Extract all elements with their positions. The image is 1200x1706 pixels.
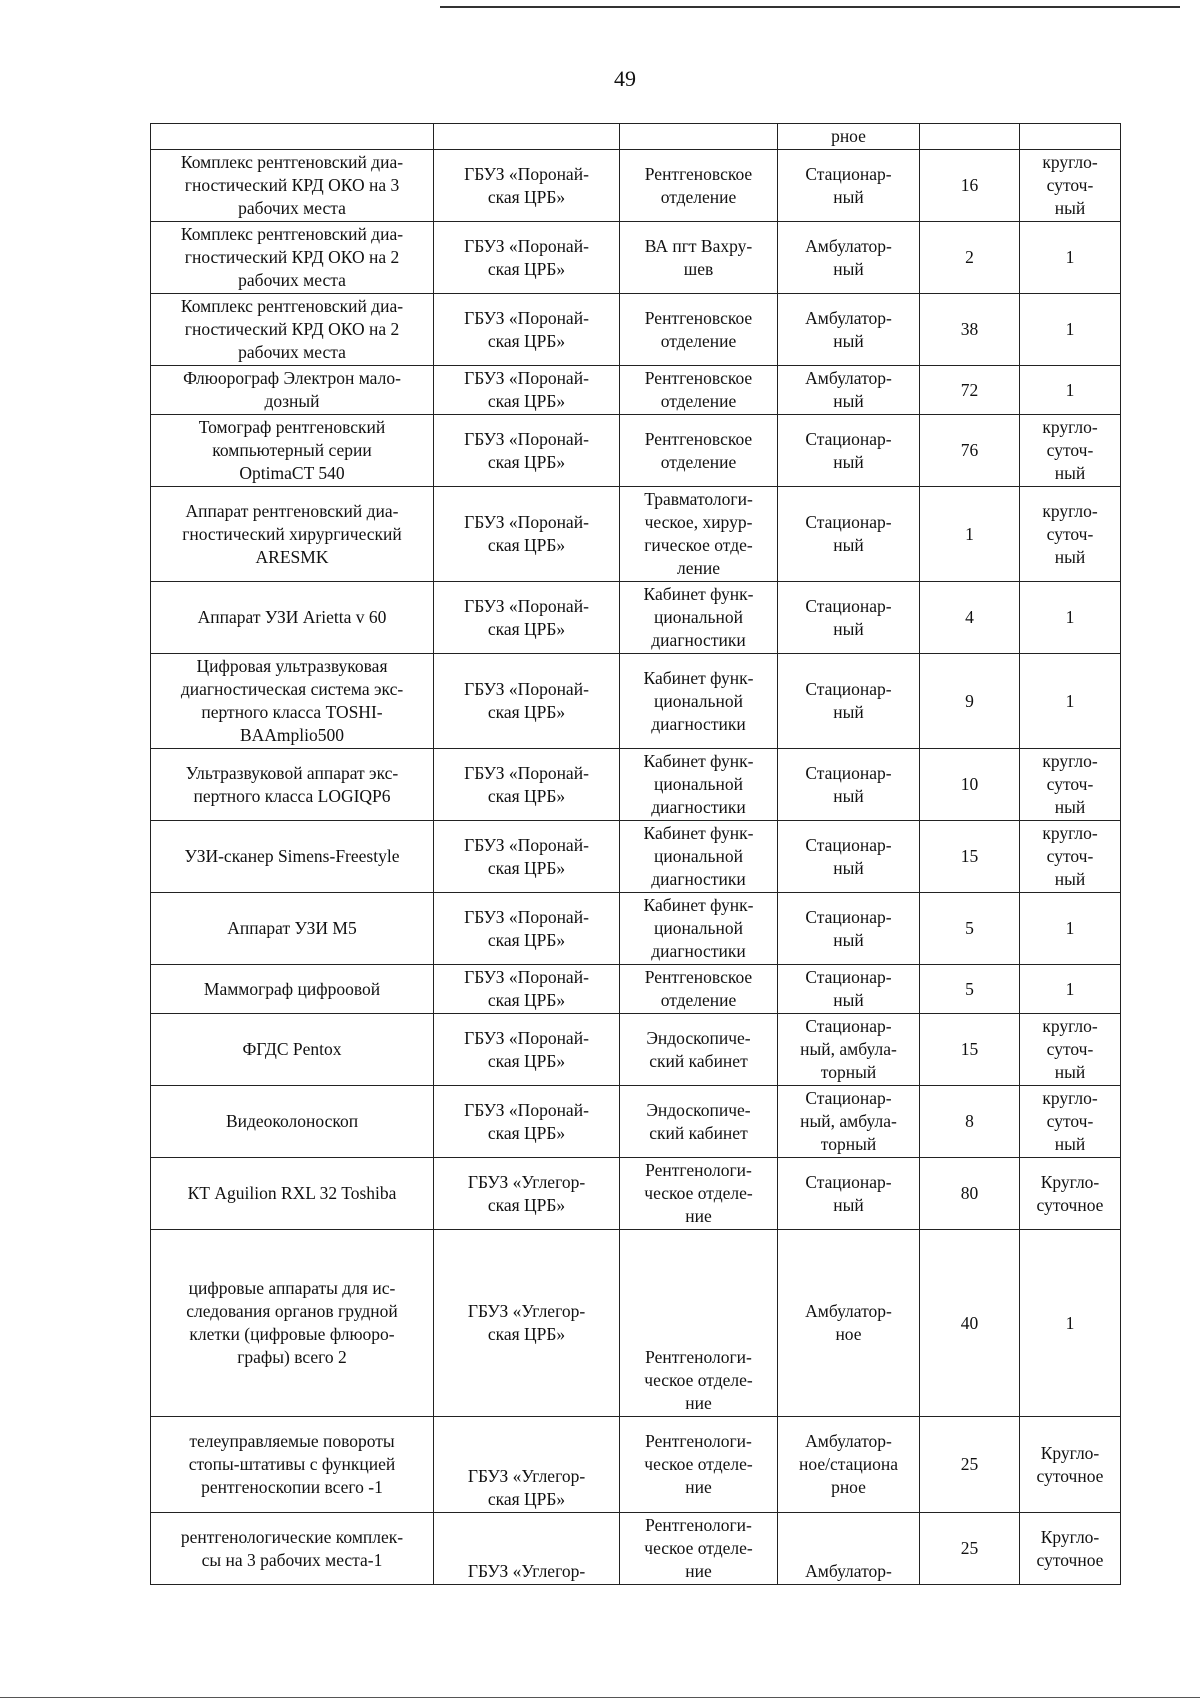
cell-mode: Стационар- ный: [778, 150, 920, 222]
cell-count: 1: [920, 487, 1020, 582]
table-row: [151, 893, 1121, 965]
table-row: [151, 366, 1121, 415]
cell-equipment: рентгенологические комплек- сы на 3 рабочих места-1: [151, 1513, 434, 1585]
cell-mode: Стационар- ный, амбула- торный: [778, 1086, 920, 1158]
cell-department: Рентгенологи- ческое отделе- ние: [620, 1158, 778, 1230]
cell-department: [620, 124, 778, 150]
cell-count: 8: [920, 1086, 1020, 1158]
cell-organization: ГБУЗ «Поронай- ская ЦРБ»: [434, 415, 620, 487]
cell-count: 10: [920, 749, 1020, 821]
cell-equipment: [151, 124, 434, 150]
cell-equipment: Ультразвуковой аппарат экс- пертного класса LOGIQP6: [151, 749, 434, 821]
cell-organization: ГБУЗ «Поронай- ская ЦРБ»: [434, 893, 620, 965]
table-row: [151, 294, 1121, 366]
table-row: [151, 124, 1121, 150]
cell-schedule: кругло- суточ- ный: [1020, 1086, 1121, 1158]
cell-mode: Амбулатор-: [778, 1513, 920, 1585]
cell-organization: ГБУЗ «Поронай- ская ЦРБ»: [434, 222, 620, 294]
cell-schedule: Кругло- суточное: [1020, 1417, 1121, 1513]
table-row: [151, 654, 1121, 749]
cell-organization: ГБУЗ «Поронай- ская ЦРБ»: [434, 965, 620, 1014]
page-number: 49: [614, 66, 636, 91]
table-row: [151, 150, 1121, 222]
cell-equipment: Комплекс рентгеновский диа- гностический КРД ОКО на 2 рабочих места: [151, 222, 434, 294]
cell-organization: ГБУЗ «Поронай- ская ЦРБ»: [434, 582, 620, 654]
cell-schedule: 1: [1020, 654, 1121, 749]
cell-count: 15: [920, 821, 1020, 893]
cell-department: Кабинет функ- циональной диагностики: [620, 654, 778, 749]
cell-mode: Стационар- ный, амбула- торный: [778, 1014, 920, 1086]
cell-organization: ГБУЗ «Поронай- ская ЦРБ»: [434, 749, 620, 821]
cell-mode: Амбулатор- ный: [778, 294, 920, 366]
cell-organization: [434, 124, 620, 150]
cell-equipment: Видеоколоноскоп: [151, 1086, 434, 1158]
cell-organization: ГБУЗ «Поронай- ская ЦРБ»: [434, 654, 620, 749]
cell-organization: ГБУЗ «Поронай- ская ЦРБ»: [434, 821, 620, 893]
cell-schedule: 1: [1020, 366, 1121, 415]
cell-count: 76: [920, 415, 1020, 487]
cell-mode: Стационар- ный: [778, 965, 920, 1014]
cell-organization: ГБУЗ «Поронай- ская ЦРБ»: [434, 366, 620, 415]
cell-organization: ГБУЗ «Углегор-: [434, 1513, 620, 1585]
cell-department: Рентгеновское отделение: [620, 366, 778, 415]
cell-schedule: [1020, 124, 1121, 150]
table-row: [151, 1230, 1121, 1417]
cell-equipment: цифровые аппараты для ис- следования органов грудной клетки (цифровые флюоро- графы) всего 2: [151, 1230, 434, 1417]
cell-schedule: кругло- суточ- ный: [1020, 415, 1121, 487]
cell-mode: Амбулатор- ный: [778, 366, 920, 415]
cell-department: Рентгенологи- ческое отделе- ние: [620, 1417, 778, 1513]
cell-schedule: 1: [1020, 893, 1121, 965]
table-row: [151, 749, 1121, 821]
cell-department: Травматологи- ческое, хирур- гическое отде- ление: [620, 487, 778, 582]
cell-organization: ГБУЗ «Поронай- ская ЦРБ»: [434, 1014, 620, 1086]
cell-schedule: кругло- суточ- ный: [1020, 150, 1121, 222]
cell-schedule: кругло- суточ- ный: [1020, 1014, 1121, 1086]
cell-count: 38: [920, 294, 1020, 366]
cell-schedule: 1: [1020, 294, 1121, 366]
cell-equipment: Комплекс рентгеновский диа- гностический КРД ОКО на 2 рабочих места: [151, 294, 434, 366]
cell-mode: Стационар- ный: [778, 893, 920, 965]
cell-equipment: Маммограф цифроовой: [151, 965, 434, 1014]
table-row: [151, 222, 1121, 294]
cell-count: 9: [920, 654, 1020, 749]
cell-mode: рное: [778, 124, 920, 150]
cell-organization: ГБУЗ «Поронай- ская ЦРБ»: [434, 487, 620, 582]
table-row: [151, 1086, 1121, 1158]
cell-mode: Амбулатор- ный: [778, 222, 920, 294]
cell-count: 2: [920, 222, 1020, 294]
cell-count: 40: [920, 1230, 1020, 1417]
cell-schedule: 1: [1020, 582, 1121, 654]
cell-mode: Стационар- ный: [778, 487, 920, 582]
cell-schedule: 1: [1020, 222, 1121, 294]
cell-department: Рентгенологи- ческое отделе- ние: [620, 1513, 778, 1585]
top-scan-rule: [440, 6, 1180, 8]
cell-equipment: Томограф рентгеновский компьютерный серии OptimaCT 540: [151, 415, 434, 487]
cell-mode: Амбулатор- ное: [778, 1230, 920, 1417]
cell-equipment: Аппарат УЗИ Arietta v 60: [151, 582, 434, 654]
cell-equipment: УЗИ-сканер Simens-Freestyle: [151, 821, 434, 893]
cell-department: Кабинет функ- циональной диагностики: [620, 582, 778, 654]
cell-equipment: Флюорограф Электрон мало- дозный: [151, 366, 434, 415]
cell-department: Рентгенологи- ческое отделе- ние: [620, 1230, 778, 1417]
bottom-scan-rule: [0, 1697, 1200, 1698]
cell-department: Рентгеновское отделение: [620, 294, 778, 366]
cell-department: Рентгеновское отделение: [620, 965, 778, 1014]
table-row: [151, 1513, 1121, 1585]
cell-equipment: Комплекс рентгеновский диа- гностический КРД ОКО на 3 рабочих места: [151, 150, 434, 222]
cell-schedule: 1: [1020, 1230, 1121, 1417]
cell-equipment: телеуправляемые повороты стопы-штативы с функцией рентгеноскопии всего -1: [151, 1417, 434, 1513]
cell-department: Кабинет функ- циональной диагностики: [620, 893, 778, 965]
cell-department: Эндоскопиче- ский кабинет: [620, 1014, 778, 1086]
cell-schedule: Кругло- суточное: [1020, 1158, 1121, 1230]
cell-schedule: кругло- суточ- ный: [1020, 749, 1121, 821]
cell-count: [920, 124, 1020, 150]
table-row: [151, 821, 1121, 893]
cell-organization: ГБУЗ «Поронай- ская ЦРБ»: [434, 150, 620, 222]
table-row: [151, 582, 1121, 654]
cell-count: 72: [920, 366, 1020, 415]
table-row: [151, 1158, 1121, 1230]
cell-equipment: ФГДС Pentox: [151, 1014, 434, 1086]
cell-organization: ГБУЗ «Поронай- ская ЦРБ»: [434, 294, 620, 366]
cell-count: 25: [920, 1417, 1020, 1513]
table-row: [151, 965, 1121, 1014]
cell-organization: ГБУЗ «Углегор- ская ЦРБ»: [434, 1158, 620, 1230]
cell-department: ВА пгт Вахру- шев: [620, 222, 778, 294]
cell-count: 80: [920, 1158, 1020, 1230]
cell-count: 15: [920, 1014, 1020, 1086]
cell-schedule: кругло- суточ- ный: [1020, 487, 1121, 582]
cell-count: 5: [920, 965, 1020, 1014]
cell-mode: Амбулатор- ное/стациона рное: [778, 1417, 920, 1513]
cell-equipment: Цифровая ультразвуковая диагностическая система экс- пертного класса TOSHI- BAAmplio500: [151, 654, 434, 749]
cell-count: 4: [920, 582, 1020, 654]
cell-count: 25: [920, 1513, 1020, 1585]
cell-count: 5: [920, 893, 1020, 965]
cell-department: Кабинет функ- циональной диагностики: [620, 821, 778, 893]
cell-schedule: Кругло- суточное: [1020, 1513, 1121, 1585]
cell-mode: Стационар- ный: [778, 1158, 920, 1230]
cell-organization: ГБУЗ «Углегор- ская ЦРБ»: [434, 1230, 620, 1417]
cell-schedule: 1: [1020, 965, 1121, 1014]
cell-schedule: кругло- суточ- ный: [1020, 821, 1121, 893]
cell-equipment: Аппарат УЗИ М5: [151, 893, 434, 965]
equipment-table-body: [151, 124, 1121, 1585]
cell-department: Кабинет функ- циональной диагностики: [620, 749, 778, 821]
cell-department: Рентгеновское отделение: [620, 150, 778, 222]
cell-count: 16: [920, 150, 1020, 222]
cell-organization: ГБУЗ «Поронай- ская ЦРБ»: [434, 1086, 620, 1158]
table-row: [151, 487, 1121, 582]
equipment-table: [150, 123, 1121, 1585]
table-row: [151, 415, 1121, 487]
cell-equipment: Аппарат рентгеновский диа- гностический хирургический ARESMK: [151, 487, 434, 582]
cell-organization: ГБУЗ «Углегор- ская ЦРБ»: [434, 1417, 620, 1513]
cell-equipment: КТ Aguilion RXL 32 Toshiba: [151, 1158, 434, 1230]
table-row: [151, 1014, 1121, 1086]
cell-mode: Стационар- ный: [778, 821, 920, 893]
cell-department: Рентгеновское отделение: [620, 415, 778, 487]
cell-mode: Стационар- ный: [778, 654, 920, 749]
table-row: [151, 1417, 1121, 1513]
cell-mode: Стационар- ный: [778, 415, 920, 487]
cell-mode: Стационар- ный: [778, 582, 920, 654]
cell-mode: Стационар- ный: [778, 749, 920, 821]
cell-department: Эндоскопиче- ский кабинет: [620, 1086, 778, 1158]
